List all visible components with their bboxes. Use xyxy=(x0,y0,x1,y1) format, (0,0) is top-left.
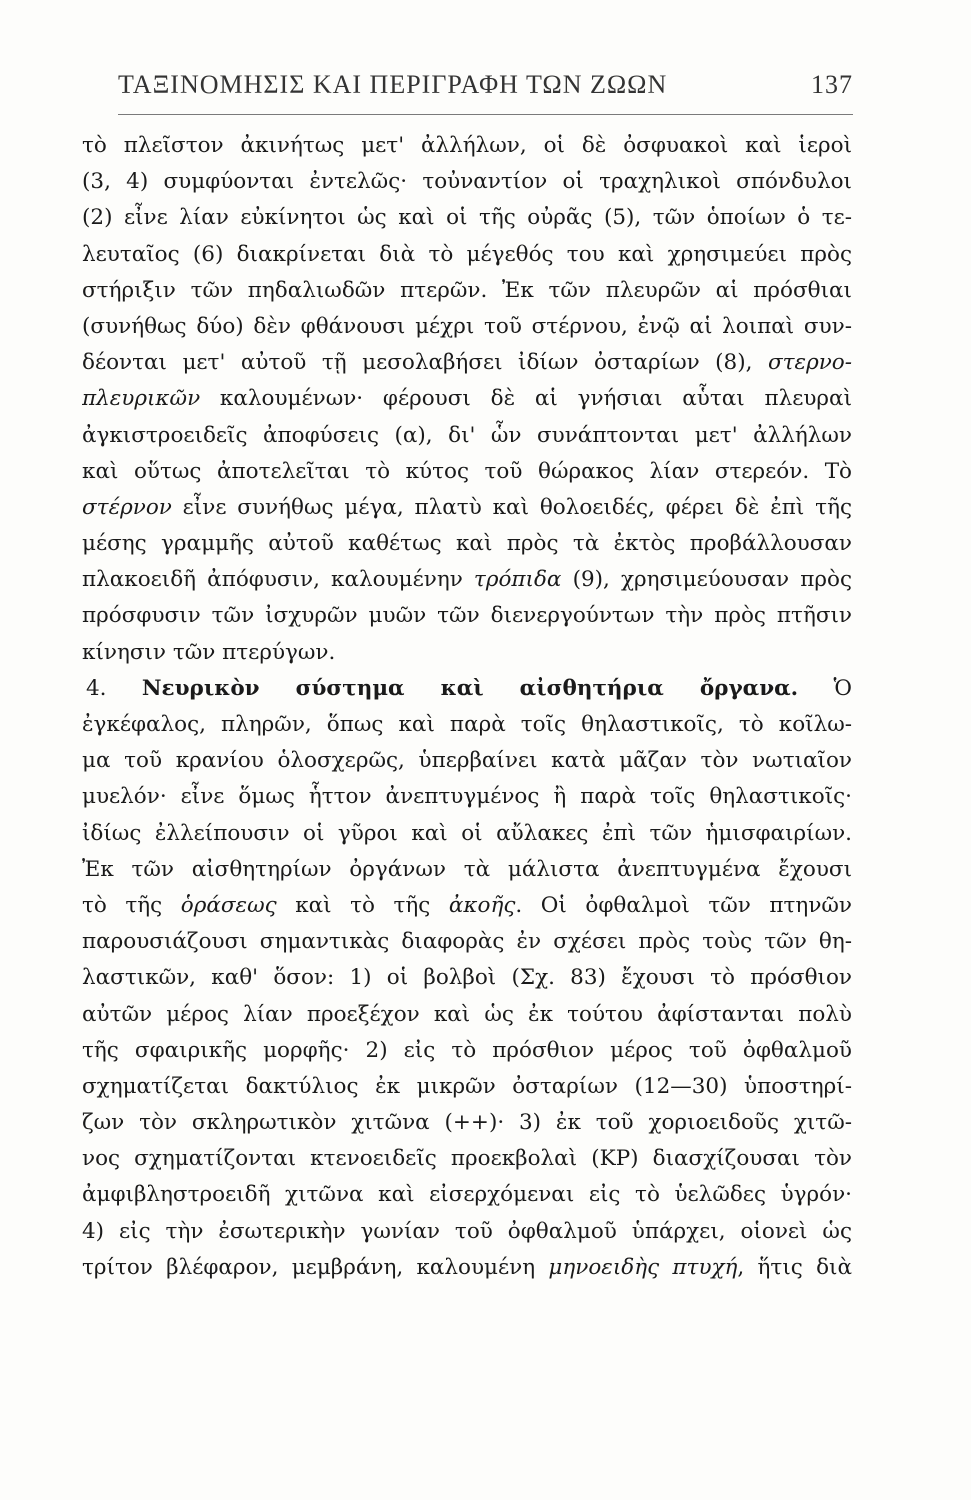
text-line: κίνησιν τῶν πτερύγων. xyxy=(82,639,336,665)
text-line: (συνήθως δύο) δὲν φθάνουσι μέχρι τοῦ στέρνου, ἐνῷ αἱ λοιπαὶ συν- xyxy=(82,313,852,339)
italic-term: στερνο- xyxy=(767,350,852,376)
text-line: (2) εἶνε λίαν εὐκίνητοι ὡς καὶ οἱ τῆς οὐρᾶς (5), τῶν ὁποίων ὁ τε- xyxy=(82,205,852,231)
body-text xyxy=(82,128,852,1286)
italic-term: ἀκοῆς xyxy=(448,892,516,918)
text-line: πλευρικῶν καλουμένων· φέρουσι δὲ αἱ γνήσιαι αὗται πλευραὶ xyxy=(82,386,852,412)
italic-term: ὁράσεως xyxy=(180,892,277,918)
text-line: Ἐκ τῶν αἰσθητηρίων ὀργάνων τὰ μάλιστα ἀνεπτυγμένα ἔχουσι xyxy=(82,856,852,882)
header-title: ΤΑΞΙΝΟΜΗΣΙΣ ΚΑΙ ΠΕΡΙΓΡΑΦΗ ΤΩΝ ΖΩΩΝ xyxy=(118,70,668,99)
text-line: τρίτον βλέφαρον, μεμβράνη, καλουμένη μηνοειδὴς πτυχή, ἥτις διὰ xyxy=(82,1254,852,1280)
section-title: Νευρικὸν σύστημα καὶ αἰσθητήρια ὄργανα. xyxy=(141,675,799,701)
text-line: στέρνον εἶνε συνήθως μέγα, πλατὺ καὶ θολοειδές, φέρει δὲ ἐπὶ τῆς xyxy=(82,494,852,520)
text-line: λευταῖος (6) διακρίνεται διὰ τὸ μέγεθός του καὶ χρησιμεύει πρὸς xyxy=(82,241,852,267)
text-line: πρόσφυσιν τῶν ἰσχυρῶν μυῶν τῶν διενεργούντων τὴν πρὸς πτῆσιν xyxy=(82,603,852,629)
text-line: μα τοῦ κρανίου ὁλοσχερῶς, ὑπερβαίνει κατὰ μᾶζαν τὸν νωτιαῖον xyxy=(82,748,852,774)
text-line: μυελόν· εἶνε ὅμως ἧττον ἀνεπτυγμένος ἢ παρὰ τοῖς θηλαστικοῖς· xyxy=(82,784,852,810)
text-line: παρουσιάζουσι σημαντικὰς διαφορὰς ἐν σχέσει πρὸς τοὺς τῶν θη- xyxy=(82,929,852,955)
text-line: ἰδίως ἐλλείπουσιν οἱ γῦροι καὶ οἱ αὔλακες ἐπὶ τῶν ἡμισφαιρίων. xyxy=(82,820,852,846)
header-rule xyxy=(118,114,853,115)
text-line: δέονται μετ' αὐτοῦ τῇ μεσολαβήσει ἰδίων ὀσταρίων (8), στερνο- xyxy=(82,350,852,376)
text-line: νος σχηματίζονται κτενοειδεῖς προεκβολαὶ (ΚΡ) διασχίζουσαι τὸν xyxy=(82,1146,852,1172)
page-number: 137 xyxy=(811,70,853,99)
italic-term: μηνοειδὴς πτυχή xyxy=(548,1254,738,1280)
running-header xyxy=(118,66,853,112)
text-line: 4) εἰς τὴν ἐσωτερικὴν γωνίαν τοῦ ὀφθαλμοῦ ὑπάρχει, οἱονεὶ ὡς xyxy=(82,1218,852,1244)
text-line: τῆς σφαιρικῆς μορφῆς· 2) εἰς τὸ πρόσθιον μέρος τοῦ ὀφθαλμοῦ xyxy=(82,1037,852,1063)
text-line: αὐτῶν μέρος λίαν προεξέχον καὶ ὡς ἐκ τούτου ἀφίστανται πολὺ xyxy=(82,1001,852,1027)
section-number: 4. xyxy=(86,675,142,701)
text-line: πλακοειδῆ ἀπόφυσιν, καλουμένην τρόπιδα (9), χρησιμεύουσαν πρὸς xyxy=(82,567,852,593)
text-line: τὸ τῆς ὁράσεως καὶ τὸ τῆς ἀκοῆς. Οἱ ὀφθαλμοὶ τῶν πτηνῶν xyxy=(82,892,852,918)
italic-term: στέρνον xyxy=(82,494,172,520)
text-line: καὶ οὕτως ἀποτελεῖται τὸ κύτος τοῦ θώρακος λίαν στερεόν. Τὸ xyxy=(82,458,852,484)
text-line: ἀγκιστροειδεῖς ἀποφύσεις (α), δι' ὧν συνάπτονται μετ' ἀλλήλων xyxy=(82,422,852,448)
text-line: ἀμφιβληστροειδῆ χιτῶνα καὶ εἰσερχόμεναι εἰς τὸ ὑελῶδες ὑγρόν· xyxy=(82,1182,852,1208)
section-heading-line: 4. Νευρικὸν σύστημα καὶ αἰσθητήρια ὄργανα. Ὁ xyxy=(86,675,852,701)
text-line: τὸ πλεῖστον ἀκινήτως μετ' ἀλλήλων, οἱ δὲ ὀσφυακοὶ καὶ ἱεροὶ xyxy=(82,133,852,158)
text-line: μέσης γραμμῆς αὐτοῦ καθέτως καὶ πρὸς τὰ ἐκτὸς προβάλλουσαν xyxy=(82,531,852,557)
text-line: σχηματίζεται δακτύλιος ἐκ μικρῶν ὀσταρίων (12—30) ὑποστηρί- xyxy=(82,1073,852,1099)
text-line: ζων τὸν σκληρωτικὸν χιτῶνα (++)· 3) ἐκ τοῦ χοριοειδοῦς χιτῶ- xyxy=(82,1110,852,1136)
italic-term: πλευρικῶν xyxy=(82,386,201,412)
text-line: (3, 4) συμφύονται ἐντελῶς· τοὐναντίον οἱ τραχηλικοὶ σπόνδυλοι xyxy=(82,169,852,195)
text-line: στήριξιν τῶν πηδαλιωδῶν πτερῶν. Ἐκ τῶν πλευρῶν αἱ πρόσθιαι xyxy=(82,277,852,303)
text-line: λαστικῶν, καθ' ὅσον: 1) οἱ βολβοὶ (Σχ. 83) ἔχουσι τὸ πρόσθιον xyxy=(82,965,852,991)
text-line: ἐγκέφαλος, πληρῶν, ὅπως καὶ παρὰ τοῖς θηλαστικοῖς, τὸ κοῖλω- xyxy=(82,712,852,737)
italic-term: τρόπιδα xyxy=(473,567,562,593)
